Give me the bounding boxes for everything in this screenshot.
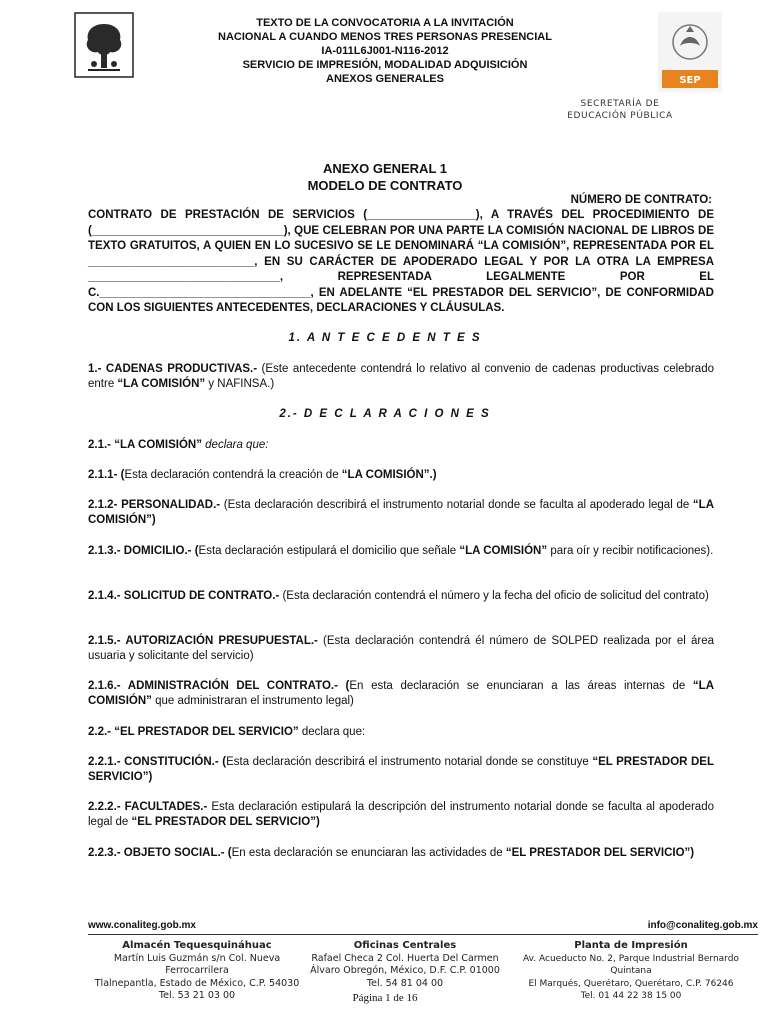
paragraph-text: Esta declaración describirá el instrumento notarial donde se constituye — [226, 756, 593, 768]
paragraph-2-1-5 — [88, 634, 714, 664]
sep-logo — [658, 12, 722, 92]
footer-col-line: Tel. 53 21 03 00 — [158, 990, 236, 1001]
paragraph-text: En esta declaración se enunciaran a las áreas internas de — [349, 680, 693, 692]
footer-col-title: Almacén Tequesquináhuac — [122, 940, 272, 951]
sep-title-line: EDUCACIÓN PÚBLICA — [567, 111, 673, 121]
paragraph-heading: 2.1.6.- ADMINISTRACIÓN DEL CONTRATO.- ( — [88, 680, 350, 692]
footer-email-link[interactable]: info@conaliteg.gob.mx — [647, 920, 758, 931]
footer-divider — [88, 934, 758, 935]
paragraph-text: Esta declaración estipulará la descripción del instrumento notarial donde se faculta al apoderado legal de — [88, 801, 714, 828]
footer-col-title: Planta de Impresión — [574, 940, 688, 951]
paragraph-emphasis: “LA COMISIÓN” — [459, 545, 548, 557]
header-line: NACIONAL A CUANDO MENOS TRES PERSONAS PRESENCIAL — [218, 31, 552, 43]
paragraph-2-1-2 — [88, 498, 714, 528]
footer-address-oficinas — [300, 940, 510, 990]
footer-col-line: Tel. 54 81 04 00 — [366, 977, 444, 989]
document-header — [200, 16, 570, 86]
paragraph-text: (Esta declaración contendrá el número y la fecha del oficio de solicitud del contrato) — [279, 590, 709, 602]
section-antecedentes-title: 1. A N T E C E D E N T E S — [288, 332, 482, 344]
paragraph-text: declara que: — [298, 726, 366, 738]
paragraph-heading: 2.1.- “LA COMISIÓN” — [88, 439, 202, 451]
footer-links — [88, 920, 758, 931]
paragraph-emphasis: “LA COMISIÓN” — [117, 378, 206, 390]
paragraph-2-2 — [88, 725, 714, 740]
paragraph-2-1-6 — [88, 679, 714, 709]
paragraph-heading: 2.1.3.- DOMICILIO.- ( — [88, 545, 199, 557]
footer-col-line: Martín Luis Guzmán s/n Col. Nueva Ferrocarrilera — [113, 952, 281, 976]
paragraph-text: que administraran el instrumento legal) — [151, 695, 354, 707]
paragraph-text: Esta declaración estipulará el domicilio que señale — [198, 545, 460, 557]
paragraph-text: Esta declaración contendrá la creación de — [124, 469, 342, 481]
sep-title — [540, 98, 700, 122]
section-declaraciones-title: 2.- D E C L A R A C I O N E S — [279, 408, 491, 420]
sep-label: SEP — [679, 75, 701, 86]
paragraph-text: (Este antecedente contendrá lo relativo al convenio de cadenas productivas celebrado entre — [88, 363, 714, 390]
paragraph-text: En esta declaración se enunciaran las actividades de — [231, 847, 506, 859]
header-line: ANEXOS GENERALES — [326, 73, 444, 85]
paragraph-2-2-2 — [88, 800, 714, 830]
paragraph-heading: 2.1.4.- SOLICITUD DE CONTRATO.- — [88, 590, 280, 602]
paragraph-text: y NAFINSA.) — [205, 378, 275, 390]
paragraph-emphasis: “EL PRESTADOR DEL SERVICIO”) — [88, 756, 714, 783]
paragraph-2-1-3 — [88, 544, 714, 559]
annex-title: ANEXO GENERAL 1 — [322, 161, 447, 176]
paragraph-2-1-4 — [88, 589, 714, 604]
header-line: TEXTO DE LA CONVOCATORIA A LA INVITACIÓN — [256, 17, 514, 29]
paragraph-emphasis: “LA COMISIÓN” — [88, 680, 715, 707]
paragraph-emphasis: “EL PRESTADOR DEL SERVICIO”) — [131, 816, 320, 828]
footer-col-line: Av. Acueducto No. 2, Parque Industrial Bernardo Quintana — [523, 953, 739, 976]
paragraph-text: declara que: — [201, 439, 269, 451]
annex-subtitle: MODELO DE CONTRATO — [307, 178, 463, 193]
paragraph-1 — [88, 362, 714, 392]
paragraph-text: (Esta declaración describirá el instrumento notarial donde se faculta al apoderado legal de — [220, 499, 693, 511]
footer-col-title: Oficinas Centrales — [353, 940, 457, 951]
paragraph-emphasis: “LA COMISIÓN”) — [88, 499, 715, 526]
conaliteg-logo — [74, 12, 134, 78]
paragraph-text: (Esta declaración contendrá él número de SOLPED realizada por el área usuaria y solicitante del servicio) — [88, 635, 714, 662]
sep-title-line: SECRETARÍA DE — [580, 99, 660, 109]
paragraph-emphasis: “LA COMISIÓN”.) — [341, 469, 437, 481]
header-line: IA-011L6J001-N116-2012 — [321, 45, 449, 57]
paragraph-2-1 — [88, 438, 714, 453]
page-number: Página 1 de 16 — [352, 992, 418, 1004]
footer-col-line: Rafael Checa 2 Col. Huerta Del Carmen — [311, 952, 499, 964]
footer-col-line: Tel. 01 44 22 38 15 00 — [580, 991, 682, 1001]
header-line: SERVICIO DE IMPRESIÓN, MODALIDAD ADQUISICIÓN — [242, 59, 528, 71]
paragraph-heading: 2.1.5.- AUTORIZACIÓN PRESUPUESTAL.- — [88, 635, 318, 647]
footer-col-line: Álvaro Obregón, México, D.F. C.P. 01000 — [310, 965, 500, 976]
paragraph-heading: 2.2.3.- OBJETO SOCIAL.- ( — [88, 847, 232, 859]
paragraph-heading: 2.1.1- ( — [88, 469, 125, 481]
contract-number-label: NÚMERO DE CONTRATO: — [570, 194, 712, 206]
paragraph-text: para oír y recibir notificaciones). — [547, 545, 714, 557]
footer-website-link[interactable]: www.conaliteg.gob.mx — [88, 920, 196, 931]
annex-title-block — [0, 160, 770, 194]
paragraph-heading: 2.2.1.- CONSTITUCIÓN.- ( — [88, 756, 227, 768]
paragraph-heading: 1.- CADENAS PRODUCTIVAS.- — [88, 363, 258, 375]
paragraph-heading: 2.2.- “EL PRESTADOR DEL SERVICIO” — [88, 726, 299, 738]
contract-intro: CONTRATO DE PRESTACIÓN DE SERVICIOS (_________________), A TRAVÉS DEL PROCEDIMIENTO DE (______________________________), QUE CELEBRAN POR UNA PARTE LA COMISIÓN NACIONAL DE LIBROS DE TEXTO GRATUITOS, A QUIEN EN LO SUCESIVO SE LE DENOMINARÁ “LA COMISIÓN”, REPRESENTADA POR EL __________________________, EN SU CARÁCTER DE APODERADO LEGAL Y POR LA OTRA LA EMPRESA ______________________________, REPRESENTADA LEGALMENTE POR EL C._________________________________, EN ADELANTE “EL PRESTADOR DEL SERVICIO”, DE CONFORMIDAD CON LOS SIGUIENTES ANTECEDENTES, DECLARACIONES Y CLÁUSULAS. — [88, 209, 714, 314]
paragraph-2-2-1 — [88, 755, 714, 785]
paragraph-emphasis: “EL PRESTADOR DEL SERVICIO”) — [505, 847, 695, 859]
paragraph-2-1-1 — [88, 468, 714, 483]
footer-col-line: El Marqués, Querétaro, Querétaro, C.P. 76246 — [528, 978, 734, 989]
paragraph-2-2-3 — [88, 846, 714, 861]
paragraph-heading: 2.2.2.- FACULTADES.- — [88, 801, 208, 813]
paragraph-heading: 2.1.2- PERSONALIDAD.- — [88, 499, 221, 511]
footer-col-line: Tlalnepantla, Estado de México, C.P. 54030 — [94, 977, 300, 989]
